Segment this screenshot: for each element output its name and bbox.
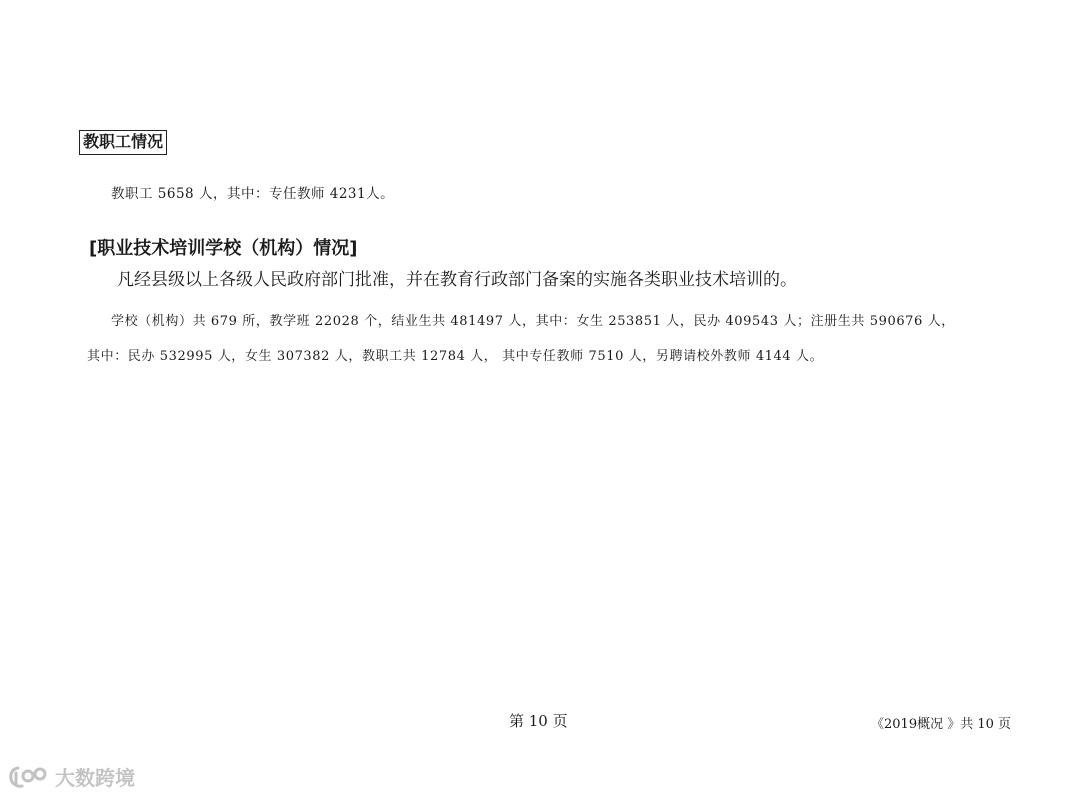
watermark — [8, 762, 135, 791]
document-page-reference: 《2019概况 》共 10 页 — [871, 717, 1012, 732]
brand-logo-icon — [8, 764, 50, 790]
staff-summary-text: 教职工 5658 人，其中：专任教师 4231人。 — [111, 186, 395, 202]
vocational-intro-text: 凡经县级以上各级人民政府部门批准，并在教育行政部门备案的实施各类职业技术培训的。 — [117, 270, 797, 290]
page-number: 第 10 页 — [509, 712, 568, 730]
staff-section-heading: 教职工情况 — [79, 130, 167, 155]
watermark-text: 大数跨境 — [55, 766, 135, 790]
vocational-section-heading: [职业技术培训学校（机构）情况] — [89, 238, 358, 259]
vocational-stats-line-2: 其中：民办 532995 人，女生 307382 人，教职工共 12784 人， 其中专任教师 7510 人，另聘请校外教师 4144 人。 — [87, 349, 824, 364]
vocational-stats-line-1: 学校（机构）共 679 所，教学班 22028 个，结业生共 481497 人，其中：女生 253851 人，民办 409543 人；注册生共 590676 人， — [111, 314, 955, 329]
